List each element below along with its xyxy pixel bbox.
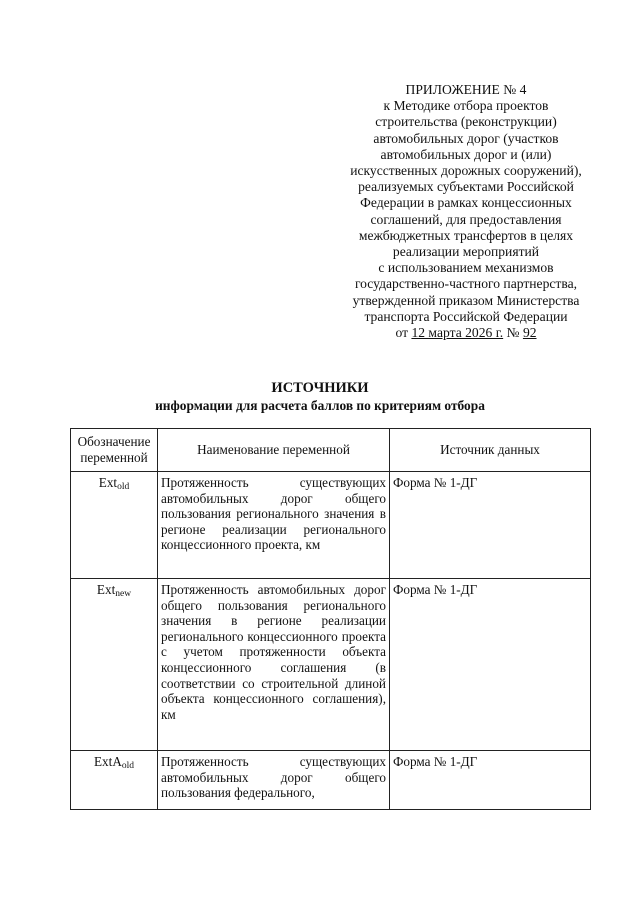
variable-base: Ext [96, 582, 116, 597]
appendix-line: ПРИЛОЖЕНИЕ № 4 [405, 82, 527, 97]
appendix-line: транспорта Российской Федерации [364, 308, 568, 324]
order-prefix: от [395, 325, 412, 341]
header-source: Источник данных [390, 429, 591, 472]
variable-cell [71, 579, 158, 751]
appendix-line: строительства (реконструкции) [375, 114, 557, 130]
appendix-line: реализуемых субъектами Российской [358, 179, 574, 195]
appendix-line: государственно-частного партнерства, [354, 276, 578, 292]
appendix-line: соглашений, для предоставления [370, 211, 562, 227]
variable-cell [71, 472, 158, 579]
table-row [71, 579, 591, 751]
appendix-line: с использованием механизмов [378, 260, 554, 276]
appendix-line: искусственных дорожных сооружений), [350, 163, 582, 179]
sources-table [70, 428, 591, 810]
variable-subscript: new [115, 589, 132, 599]
table-header-row [71, 429, 591, 472]
variable-base: ExtA [94, 754, 122, 769]
appendix-header [322, 82, 610, 341]
variable-cell [71, 751, 158, 810]
appendix-line: к Методике отбора проектов [383, 98, 549, 114]
appendix-line: Федерации в рамках концессионных [360, 195, 572, 211]
appendix-line: реализации мероприятий [392, 244, 540, 260]
variable-subscript: old [117, 482, 130, 492]
header-name: Наименование переменной [158, 429, 390, 472]
source-cell: Форма № 1-ДГ [390, 579, 591, 751]
appendix-line: утвержденной приказом Министерства [352, 292, 580, 308]
variable-base: Ext [98, 475, 118, 490]
appendix-line: автомобильных дорог (участков [373, 130, 559, 146]
document-subtitle: информации для расчета баллов по критериям отбора [155, 398, 485, 413]
name-cell: Протяженность существующих автомобильных дорог общего пользования федерального, [158, 751, 390, 810]
table-row [71, 751, 591, 810]
order-number-prefix: № [503, 325, 523, 341]
document-title: ИСТОЧНИКИ [271, 380, 369, 396]
source-cell: Форма № 1-ДГ [390, 751, 591, 810]
order-reference [322, 325, 610, 341]
name-cell: Протяженность автомобильных дорог общего пользования регионального значения в регионе реализации регионального концессионного проекта с учетом протяженности объекта концессионного соглашения (в соответствии со строительной длиной объекта концессионного соглашения), км [158, 579, 390, 751]
order-date: 12 марта 2026 г. [411, 325, 504, 341]
appendix-line: автомобильных дорог и (или) [380, 146, 552, 162]
table-row [71, 472, 591, 579]
source-cell: Форма № 1-ДГ [390, 472, 591, 579]
appendix-line: межбюджетных трансфертов в целях [358, 227, 574, 243]
variable-subscript: old [121, 761, 134, 771]
name-cell: Протяженность существующих автомобильных дорог общего пользования регионального значения в регионе реализации регионального концессионного проекта, км [158, 472, 390, 579]
order-number: 92 [522, 325, 537, 341]
header-variable: Обозначение переменной [71, 429, 158, 472]
